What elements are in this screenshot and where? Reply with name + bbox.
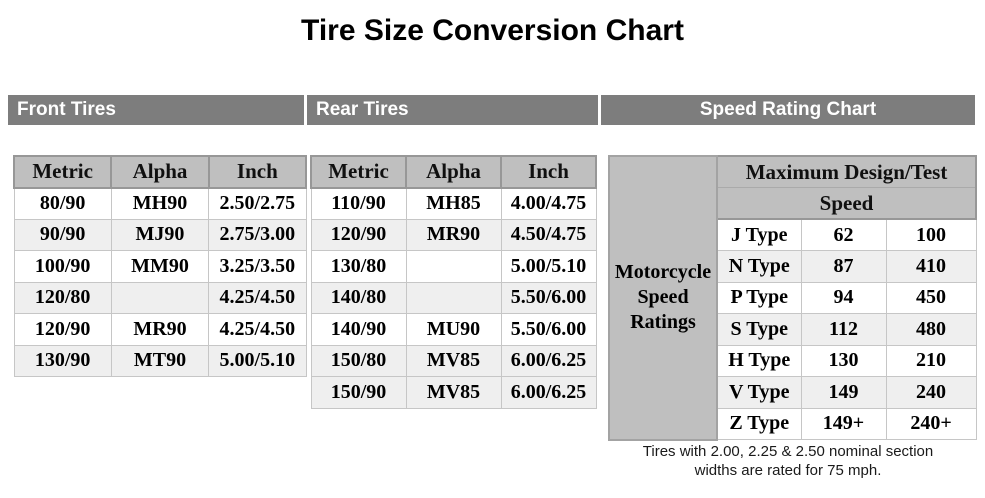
footnote-line-2: widths are rated for 75 mph. bbox=[694, 462, 882, 480]
table-cell: 4.50/4.75 bbox=[501, 219, 596, 251]
table-cell: 62 bbox=[801, 219, 886, 251]
table-cell: 6.00/6.25 bbox=[501, 377, 596, 409]
table-cell: 80/90 bbox=[14, 188, 111, 220]
table-cell: 450 bbox=[886, 282, 976, 314]
table-cell: 150/90 bbox=[311, 377, 406, 409]
table-header-row bbox=[311, 156, 596, 188]
front-tires-table bbox=[13, 155, 307, 377]
column-header-alpha: Alpha bbox=[406, 156, 501, 188]
table-cell: MT90 bbox=[111, 345, 208, 377]
table-row bbox=[14, 314, 306, 346]
table-cell: 110/90 bbox=[311, 188, 406, 220]
table-row bbox=[311, 219, 596, 251]
column-header-alpha: Alpha bbox=[111, 156, 208, 188]
table-cell: 130/90 bbox=[14, 345, 111, 377]
table-cell: H Type bbox=[717, 345, 801, 377]
table-cell: 100 bbox=[886, 219, 976, 251]
motorcycle-speed-ratings-label: Motorcycle Speed Ratings bbox=[609, 156, 717, 440]
table-cell: 149+ bbox=[801, 408, 886, 440]
table-row bbox=[14, 345, 306, 377]
table-cell: J Type bbox=[717, 219, 801, 251]
speed-rating-table bbox=[608, 155, 977, 441]
table-cell: 210 bbox=[886, 345, 976, 377]
table-cell: 4.25/4.50 bbox=[209, 282, 306, 314]
column-header-metric: Metric bbox=[311, 156, 406, 188]
table-cell: 150/80 bbox=[311, 345, 406, 377]
table-cell: 5.50/6.00 bbox=[501, 314, 596, 346]
table-cell: 5.00/5.10 bbox=[501, 251, 596, 283]
table-row bbox=[311, 314, 596, 346]
table-row bbox=[14, 251, 306, 283]
table-cell: 4.00/4.75 bbox=[501, 188, 596, 220]
table-cell: 90/90 bbox=[14, 219, 111, 251]
table-cell: 120/80 bbox=[14, 282, 111, 314]
speed-rating-section-header: Speed Rating Chart bbox=[601, 95, 975, 125]
table-row bbox=[311, 251, 596, 283]
table-row bbox=[14, 188, 306, 220]
table-cell: 410 bbox=[886, 251, 976, 283]
table-cell: 100/90 bbox=[14, 251, 111, 283]
table-cell: 480 bbox=[886, 314, 976, 346]
table-cell bbox=[111, 282, 208, 314]
table-cell: 5.00/5.10 bbox=[209, 345, 306, 377]
table-cell: 4.25/4.50 bbox=[209, 314, 306, 346]
table-cell: 3.25/3.50 bbox=[209, 251, 306, 283]
table-cell: 140/90 bbox=[311, 314, 406, 346]
table-row bbox=[311, 345, 596, 377]
rear-tires-section-header: Rear Tires bbox=[307, 95, 598, 125]
table-cell: 130/80 bbox=[311, 251, 406, 283]
table-cell: 6.00/6.25 bbox=[501, 345, 596, 377]
speed-header: Speed bbox=[717, 188, 976, 220]
column-header-inch: Inch bbox=[501, 156, 596, 188]
table-cell: MR90 bbox=[111, 314, 208, 346]
table-cell: MU90 bbox=[406, 314, 501, 346]
rear-tires-table bbox=[310, 155, 597, 409]
table-cell: 94 bbox=[801, 282, 886, 314]
table-cell: MH90 bbox=[111, 188, 208, 220]
table-row bbox=[311, 377, 596, 409]
speed-rating-footnote bbox=[601, 442, 975, 480]
table-cell: MJ90 bbox=[111, 219, 208, 251]
table-cell: 140/80 bbox=[311, 282, 406, 314]
table-cell: 2.50/2.75 bbox=[209, 188, 306, 220]
table-cell bbox=[406, 251, 501, 283]
table-cell: 240+ bbox=[886, 408, 976, 440]
table-cell: MM90 bbox=[111, 251, 208, 283]
table-header-row bbox=[609, 156, 976, 188]
table-cell: 87 bbox=[801, 251, 886, 283]
table-cell: S Type bbox=[717, 314, 801, 346]
table-row bbox=[14, 282, 306, 314]
table-cell: P Type bbox=[717, 282, 801, 314]
table-cell: 149 bbox=[801, 377, 886, 409]
page-title: Tire Size Conversion Chart bbox=[301, 14, 684, 47]
table-cell: MV85 bbox=[406, 345, 501, 377]
table-cell: V Type bbox=[717, 377, 801, 409]
table-row bbox=[311, 282, 596, 314]
table-row bbox=[311, 188, 596, 220]
front-tires-section-header: Front Tires bbox=[8, 95, 304, 125]
table-cell bbox=[406, 282, 501, 314]
table-cell: 130 bbox=[801, 345, 886, 377]
max-design-test-header: Maximum Design/Test bbox=[717, 156, 976, 188]
table-cell: 120/90 bbox=[14, 314, 111, 346]
table-cell: MR90 bbox=[406, 219, 501, 251]
table-cell: 5.50/6.00 bbox=[501, 282, 596, 314]
table-cell: Z Type bbox=[717, 408, 801, 440]
table-cell: N Type bbox=[717, 251, 801, 283]
table-cell: MH85 bbox=[406, 188, 501, 220]
footnote-line-1: Tires with 2.00, 2.25 & 2.50 nominal section bbox=[642, 443, 934, 460]
table-cell: MV85 bbox=[406, 377, 501, 409]
column-header-inch: Inch bbox=[209, 156, 306, 188]
table-cell: 240 bbox=[886, 377, 976, 409]
table-cell: 112 bbox=[801, 314, 886, 346]
table-cell: 2.75/3.00 bbox=[209, 219, 306, 251]
table-row bbox=[14, 219, 306, 251]
table-header-row bbox=[14, 156, 306, 188]
table-cell: 120/90 bbox=[311, 219, 406, 251]
column-header-metric: Metric bbox=[14, 156, 111, 188]
